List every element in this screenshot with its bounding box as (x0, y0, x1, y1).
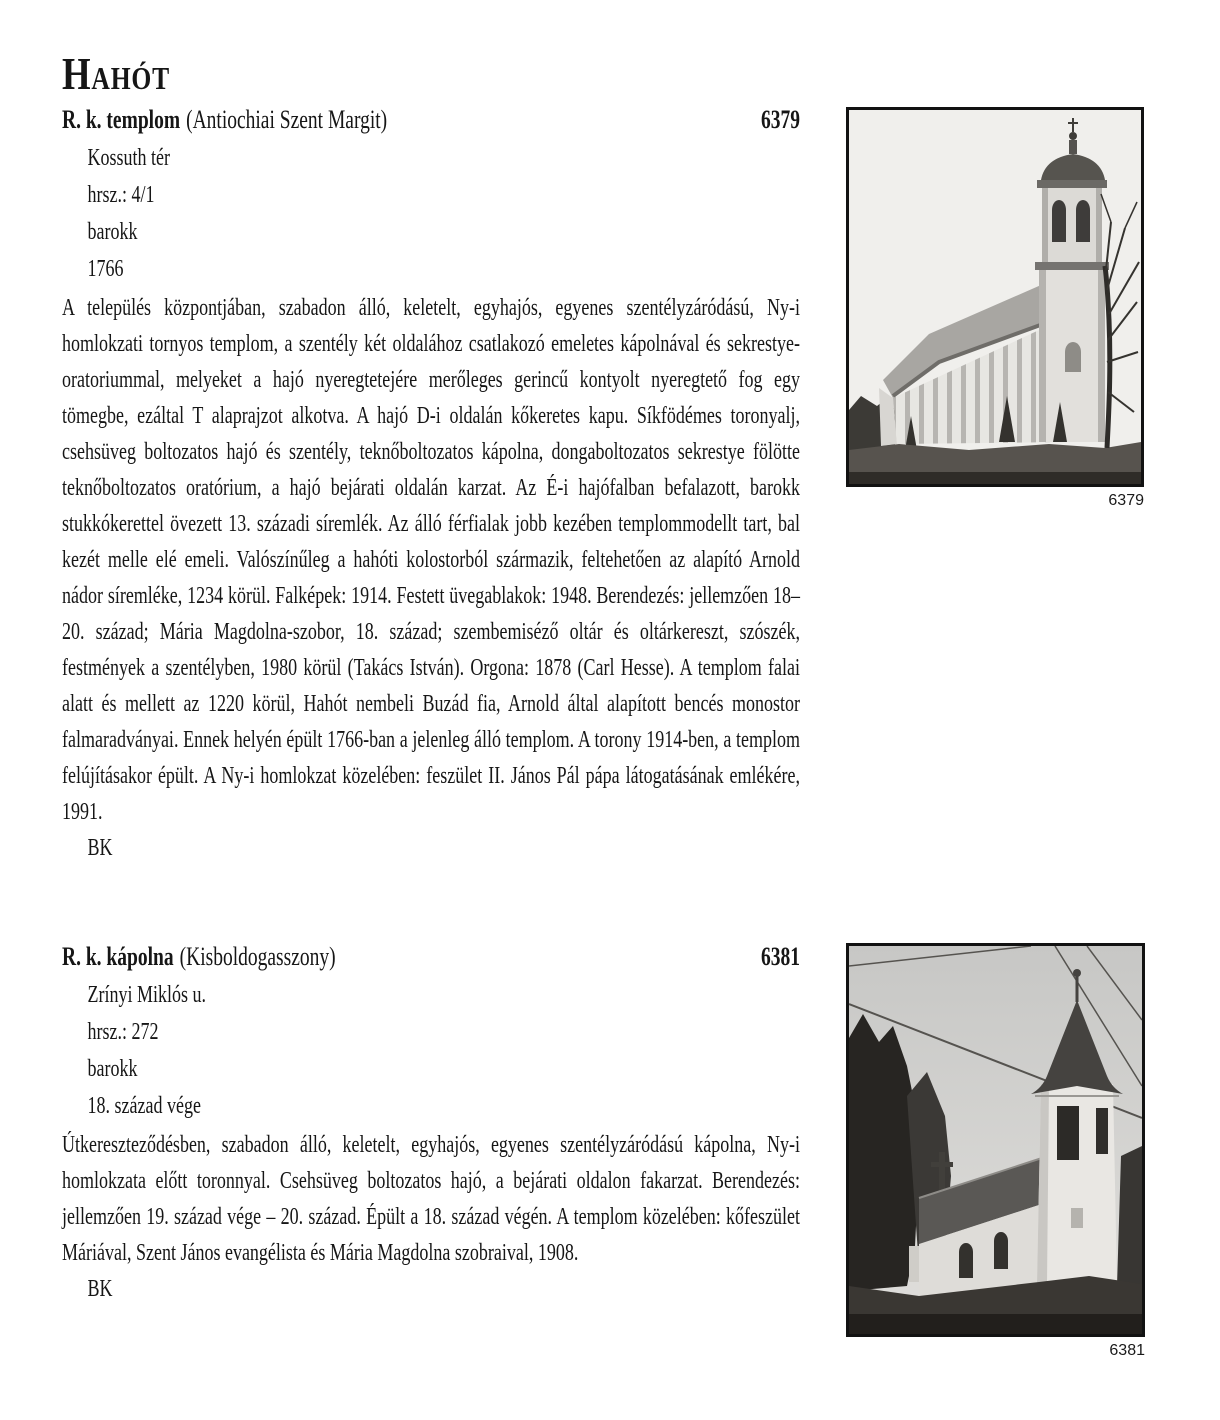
entry-address: Kossuth tér (87, 145, 170, 171)
entry-description: A település központjában, szabadon álló, keletelt, egyhajós, egyenes szentélyzáródású, Ny-i homlokzati tornyos templom, a szentély két oldalához csatlakozó emeletes kápolnával és sekrestye-oratoriummal, melyeket a hajó nyeregtetejére merőleges gerincű kontyolt nyeregtető fog egy tömegbe, ezáltal T alaprajzot alkotva. A hajó D-i oldalán kőkeretes kapu. Síkfödémes toronyalj, csehsüveg boltozatos hajó és szentély, teknőboltozatos kápolna, dongaboltozatos sekrestye fölötte teknőboltozatos oratórium, a hajó bejárati oldalán karzat. Az É-i hajófalban befalazott, barokk stukkókerettel övezett 13. századi síremlék. Az álló férfialak jobb kezében templommodellt tart, bal kezét melle elé emeli. Valószínűleg a hahóti kolostorból származik, feltehetően az alapító Arnold nádor síremléke, 1234 körül. Falképek: 1914. Festett üvegablakok: 1948. Berendezés: jellemzően 18–20. század; Mária Magdolna-szobor, 18. század; szembemiséző oltár és oltárkereszt, szószék, festmények a szentélyben, 1980 körül (Takács István). Orgona: 1878 (Carl Hesse). A templom falai alatt és mellett az 1220 körül, Hahót nembeli Buzád fia, Arnold által alapított bencés monostor falmaradványai. Ennek helyén épült 1766-ban a jelenleg álló templom. A torony 1914-ben, a templom felújításakor épült. A Ny-i homlokzat közelében: feszület II. János Pál pápa látogatásának emlékére, 1991. (62, 295, 800, 825)
photo-caption: 6381 (1109, 1342, 1145, 1359)
entry-heading (62, 937, 800, 977)
entry-name: R. k. templom (62, 105, 181, 134)
entry-details (62, 977, 826, 1125)
entry-date: 1766 (87, 256, 124, 282)
entry-title (62, 100, 387, 140)
entry-address: Zrínyi Miklós u. (87, 982, 207, 1008)
entry-description: Útkereszteződésben, szabadon álló, keletelt, egyhajós, egyenes szentélyzáródású kápolna, Ny-i homlokzata előtt toronnyal. Csehsüveg boltozatos hajó, a bejárati oldalon fakarzat. Berendezés: jellemzően 19. század vége – 20. század. Épült a 18. század végén. A templom közelében: kőfeszület Máriával, Szent János evangélista és Mária Magdolna szobraival, 1908. (62, 1132, 800, 1266)
entry-dedication: (Kisboldogasszony) (179, 942, 336, 971)
entry-templom (62, 100, 800, 867)
entry-dedication: (Antiochiai Szent Margit) (186, 105, 388, 134)
entry-date: 18. század vége (87, 1093, 201, 1119)
entry-details (62, 140, 826, 288)
chapel-photo-icon (849, 946, 1142, 1334)
photo-caption: 6379 (1108, 492, 1144, 509)
entry-parcel: hrsz.: 272 (87, 1019, 159, 1045)
photo-figure-templom (846, 107, 1144, 510)
photo-frame (846, 107, 1144, 487)
entry-number: 6381 (761, 942, 800, 971)
entry-number: 6379 (761, 105, 800, 134)
entry-author: BK (87, 835, 113, 861)
photo-frame (846, 943, 1145, 1337)
entry-kapolna (62, 937, 800, 1308)
entry-style: barokk (87, 1056, 138, 1082)
entry-author: BK (87, 1276, 113, 1302)
church-photo-icon (849, 110, 1141, 484)
entry-title (62, 937, 336, 977)
entry-parcel: hrsz.: 4/1 (87, 182, 155, 208)
entry-heading (62, 100, 800, 140)
page-title: Hahót (62, 47, 171, 99)
entry-style: barokk (87, 219, 138, 245)
photo-figure-kapolna (846, 943, 1145, 1360)
entry-name: R. k. kápolna (62, 942, 174, 971)
